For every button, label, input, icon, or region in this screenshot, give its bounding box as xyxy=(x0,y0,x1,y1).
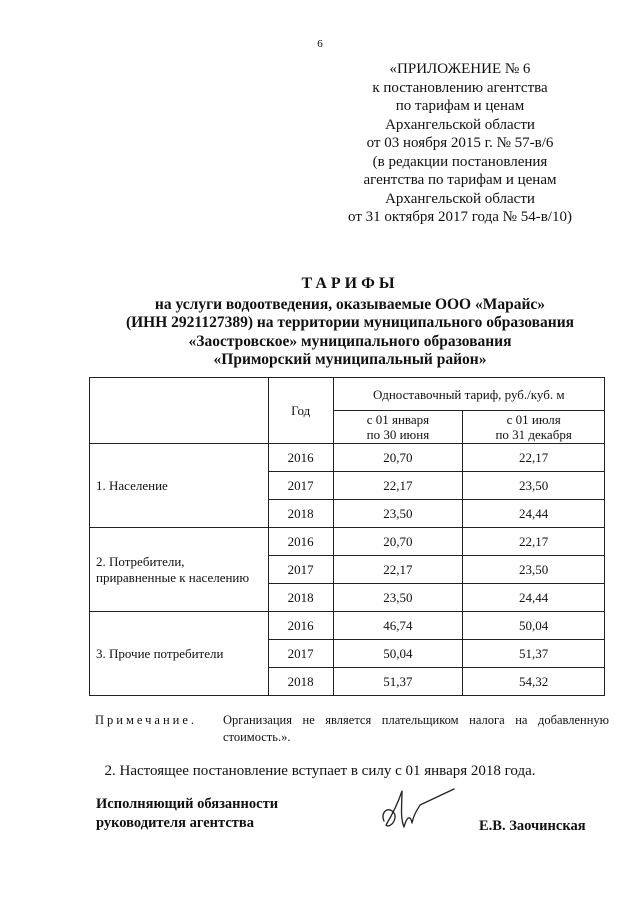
tariff-cell: 54,32 xyxy=(463,668,605,696)
signature-icon xyxy=(378,783,458,835)
period2-header: с 01 июля по 31 декабря xyxy=(463,411,605,444)
category-header xyxy=(90,378,269,444)
note-label: Примечание. xyxy=(95,713,198,727)
signer-position-line: руководителя агентства xyxy=(96,815,254,831)
signer-name: Е.В. Заочинская xyxy=(479,818,586,834)
year-cell: 2017 xyxy=(268,640,333,668)
category-cell: 2. Потребители, приравненные к населению xyxy=(90,528,269,612)
year-cell: 2016 xyxy=(268,444,333,472)
year-cell: 2018 xyxy=(268,668,333,696)
tariff-cell: 23,50 xyxy=(463,472,605,500)
period1-header: с 01 января по 30 июня xyxy=(333,411,463,444)
note xyxy=(95,712,609,746)
title-line: (ИНН 2921127389) на территории муниципального образования xyxy=(125,314,575,331)
title-line: «Заостровское» муниципального образования xyxy=(188,332,512,350)
appendix-line: агентства по тарифам и ценам xyxy=(363,172,557,188)
tariff-cell: 22,17 xyxy=(463,528,605,556)
page-number: 6 xyxy=(317,38,323,50)
year-cell: 2017 xyxy=(268,556,333,584)
tariff-cell: 20,70 xyxy=(333,444,463,472)
appendix-line: от 31 октября 2017 года № 54-в/10) xyxy=(348,209,572,225)
note-text: Организация не является плательщиком налога на добавленную стоимость.». xyxy=(223,713,609,744)
tariff-cell: 22,17 xyxy=(333,556,463,584)
signer-position-line: Исполняющий обязанности xyxy=(96,796,279,812)
tariff-header: Одноставочный тариф, руб./куб. м xyxy=(333,378,604,411)
tariff-cell: 50,04 xyxy=(463,612,605,640)
tariff-cell: 24,44 xyxy=(463,500,605,528)
year-cell: 2016 xyxy=(268,528,333,556)
year-cell: 2018 xyxy=(268,584,333,612)
year-cell: 2016 xyxy=(268,612,333,640)
appendix-line: Архангельской области xyxy=(385,116,535,133)
appendix-line: (в редакции постановления xyxy=(372,153,548,170)
tariff-cell: 51,37 xyxy=(463,640,605,668)
tariff-cell: 51,37 xyxy=(333,668,463,696)
tariff-cell: 20,70 xyxy=(333,528,463,556)
tariff-cell: 22,17 xyxy=(463,444,605,472)
appendix-line: Архангельской области xyxy=(385,190,535,207)
year-cell: 2017 xyxy=(268,472,333,500)
tariff-cell: 23,50 xyxy=(333,500,463,528)
tariff-cell: 46,74 xyxy=(333,612,463,640)
tariff-cell: 22,17 xyxy=(333,472,463,500)
tariff-cell: 23,50 xyxy=(463,556,605,584)
appendix-header xyxy=(330,60,590,227)
tariff-cell: 50,04 xyxy=(333,640,463,668)
tariff-cell: 24,44 xyxy=(463,584,605,612)
tariff-table xyxy=(89,377,605,696)
category-cell: 1. Население xyxy=(90,444,269,528)
document-title-block xyxy=(60,275,640,370)
title-line: на услуги водоотведения, оказываемые ООО «Марайс» xyxy=(154,295,546,313)
appendix-line: к постановлению агентства xyxy=(372,79,548,96)
signer-position xyxy=(96,795,278,833)
appendix-line: по тарифам и ценам xyxy=(395,98,525,114)
appendix-line: от 03 ноября 2015 г. № 57-в/6 xyxy=(366,135,554,151)
appendix-line: «ПРИЛОЖЕНИЕ № 6 xyxy=(389,61,531,77)
effective-date-paragraph: 2. Настоящее постановление вступает в силу с 01 января 2018 года. xyxy=(104,763,536,779)
category-cell: 3. Прочие потребители xyxy=(90,612,269,696)
tariff-cell: 23,50 xyxy=(333,584,463,612)
year-cell: 2018 xyxy=(268,500,333,528)
year-header: Год xyxy=(268,378,333,444)
title-line: «Приморский муниципальный район» xyxy=(213,351,487,368)
document-title: ТАРИФЫ xyxy=(301,275,399,292)
